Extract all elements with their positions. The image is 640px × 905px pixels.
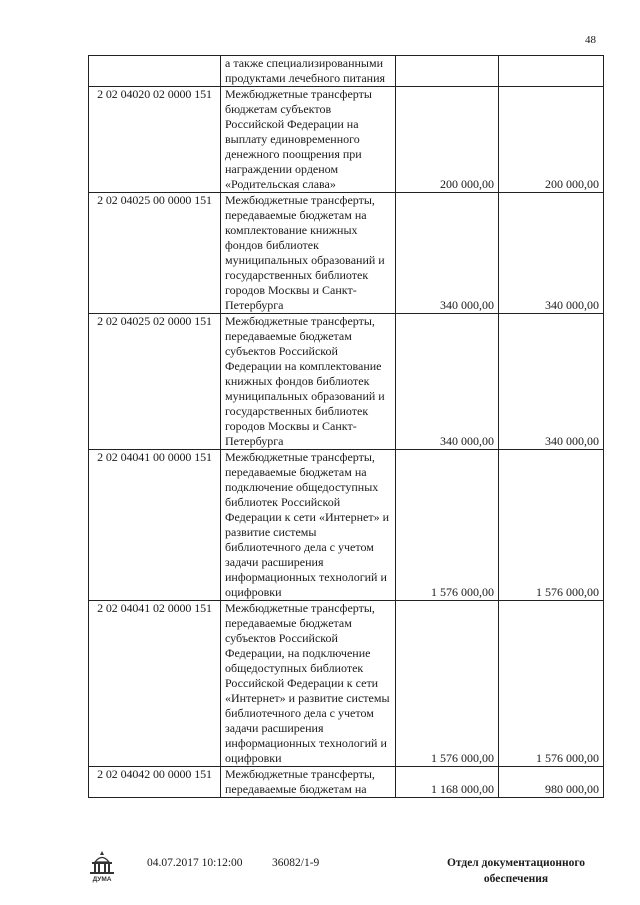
table-row bbox=[89, 601, 604, 767]
row-name: Межбюджетные трансферты, передаваемые бюджетам на bbox=[221, 767, 396, 798]
row-name: а также специализированными продуктами лечебного питания bbox=[221, 56, 396, 87]
row-amount-2: 340 000,00 bbox=[499, 193, 604, 314]
row-amount-2: 1 576 000,00 bbox=[499, 450, 604, 601]
row-amount-1 bbox=[396, 56, 499, 87]
table-row bbox=[89, 87, 604, 193]
row-name: Межбюджетные трансферты, передаваемые бюджетам на подключение общедоступных библиотек Российской Федерации к сети «Интернет» и развитие системы библиотечного дела с учетом задачи расширения информационных технологий и оцифровки bbox=[221, 450, 396, 601]
row-amount-2: 340 000,00 bbox=[499, 314, 604, 450]
duma-logo-text: ДУМА bbox=[92, 876, 112, 883]
row-code: 2 02 04041 00 0000 151 bbox=[89, 450, 221, 601]
row-amount-1: 340 000,00 bbox=[396, 314, 499, 450]
footer-department: Отдел документационного обеспечения bbox=[446, 857, 586, 885]
row-name: Межбюджетные трансферты, передаваемые бюджетам субъектов Российской Федерации, на подключение общедоступных библиотек Российской Федерации к сети «Интернет» и развитие системы библиотечного дела с учетом задачи расширения информационных технологий и оцифровки bbox=[221, 601, 396, 767]
table-row bbox=[89, 450, 604, 601]
row-name: Межбюджетные трансферты, передаваемые бюджетам на комплектование книжных фондов библиотек муниципальных образований и государственных библиотек городов Москвы и Санкт-Петербурга bbox=[221, 193, 396, 314]
row-amount-2 bbox=[499, 56, 604, 87]
row-code bbox=[89, 56, 221, 87]
row-code: 2 02 04025 02 0000 151 bbox=[89, 314, 221, 450]
table-row bbox=[89, 767, 604, 798]
duma-logo-icon bbox=[86, 848, 118, 884]
row-name: Межбюджетные трансферты, передаваемые бюджетам субъектов Российской Федерации на комплектование книжных фондов библиотек муниципальных образований и государственных библиотек городов Москвы и Санкт-Петербурга bbox=[221, 314, 396, 450]
table-row bbox=[89, 314, 604, 450]
row-amount-2: 200 000,00 bbox=[499, 87, 604, 193]
budget-table-body bbox=[89, 56, 604, 798]
row-code: 2 02 04020 02 0000 151 bbox=[89, 87, 221, 193]
row-amount-1: 1 576 000,00 bbox=[396, 450, 499, 601]
table-row bbox=[89, 56, 604, 87]
row-code: 2 02 04041 02 0000 151 bbox=[89, 601, 221, 767]
row-amount-2: 1 576 000,00 bbox=[499, 601, 604, 767]
footer-doc-number: 36082/1-9 bbox=[272, 857, 320, 869]
row-code: 2 02 04025 00 0000 151 bbox=[89, 193, 221, 314]
page-number: 48 bbox=[585, 34, 596, 46]
row-amount-1: 200 000,00 bbox=[396, 87, 499, 193]
row-amount-1: 340 000,00 bbox=[396, 193, 499, 314]
row-amount-1: 1 168 000,00 bbox=[396, 767, 499, 798]
row-amount-1: 1 576 000,00 bbox=[396, 601, 499, 767]
table-row bbox=[89, 193, 604, 314]
budget-table bbox=[88, 55, 604, 798]
row-code: 2 02 04042 00 0000 151 bbox=[89, 767, 221, 798]
row-name: Межбюджетные трансферты бюджетам субъектов Российской Федерации на выплату единовременного денежного поощрения при награждении орденом «Родительская слава» bbox=[221, 87, 396, 193]
row-amount-2: 980 000,00 bbox=[499, 767, 604, 798]
footer-date: 04.07.2017 10:12:00 bbox=[147, 857, 243, 869]
